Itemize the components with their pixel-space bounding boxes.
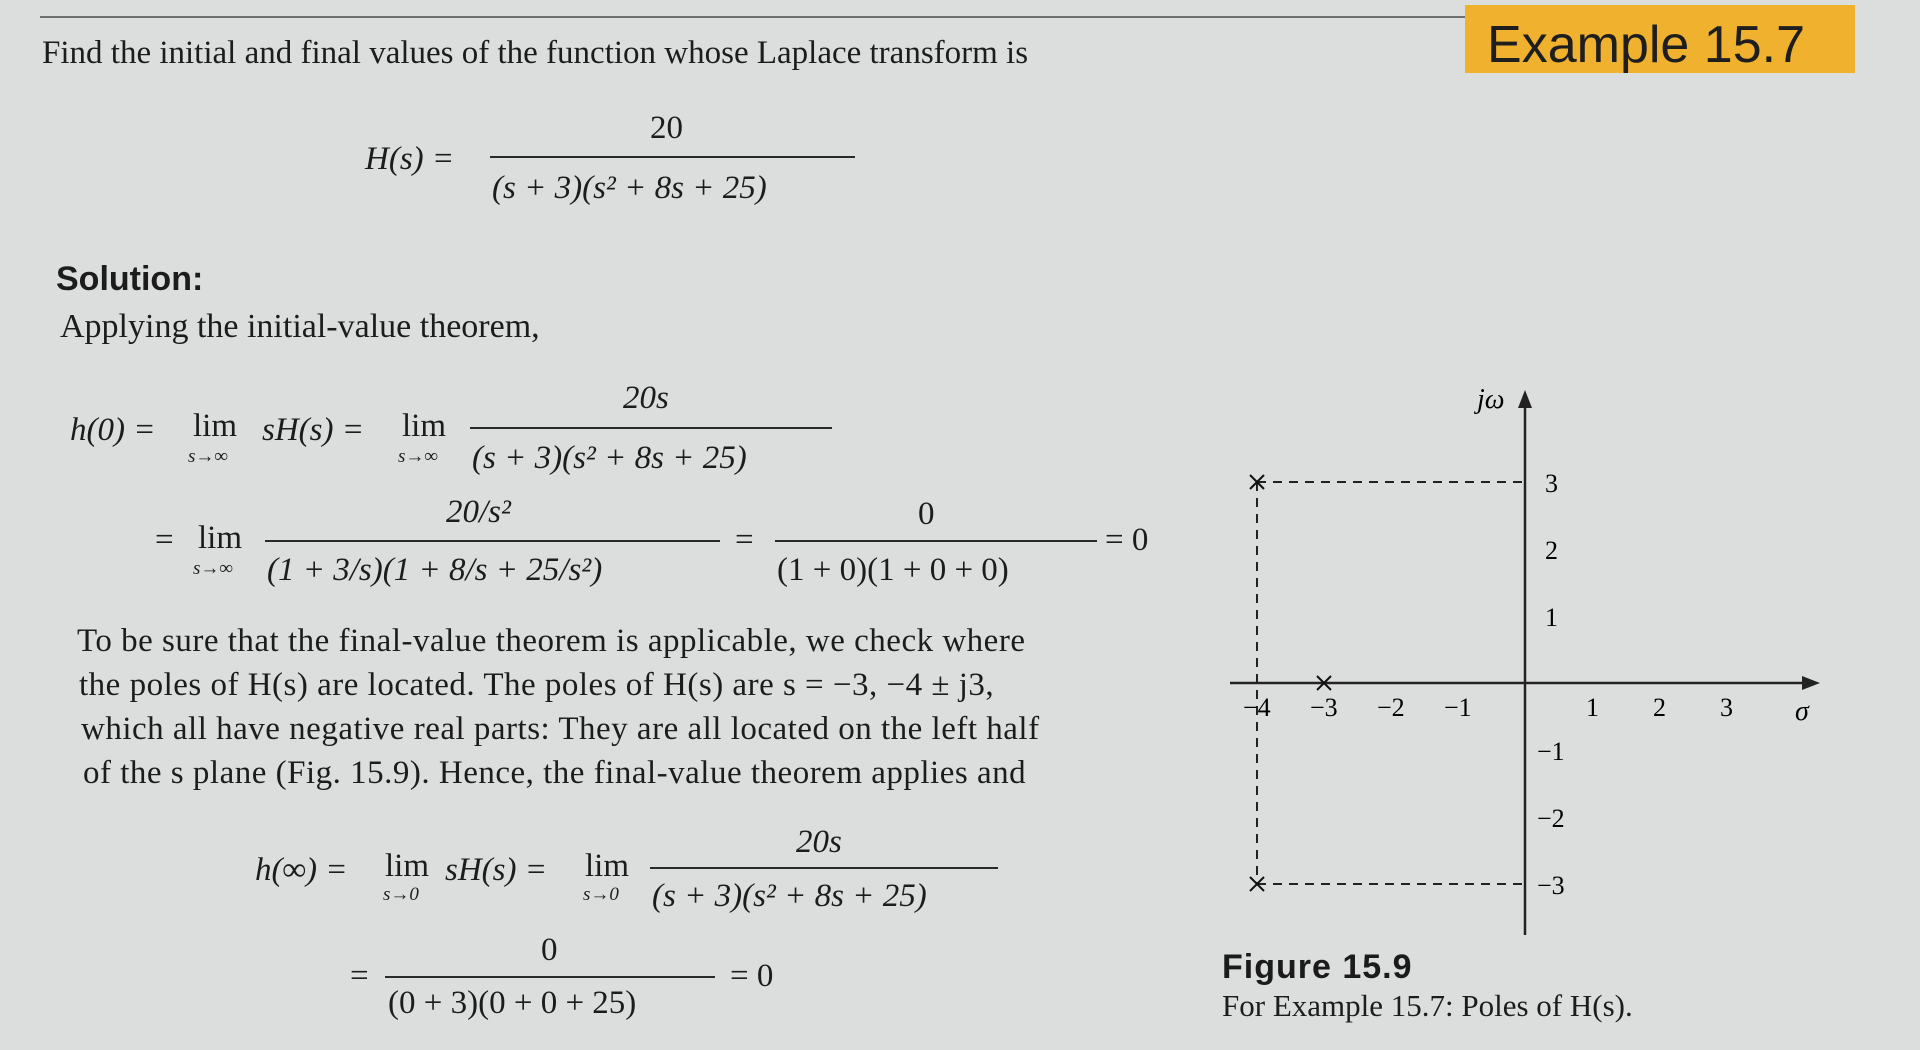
y-tick-label: 3 [1545, 469, 1558, 498]
y-tick-label: −2 [1537, 804, 1565, 833]
initial-frac3-den: (1 + 0)(1 + 0 + 0) [777, 552, 1009, 588]
jw-axis-arrow [1518, 390, 1532, 408]
final-frac1-den: (s + 3)(s² + 8s + 25) [652, 878, 927, 914]
initial-lim1: lim [193, 408, 238, 444]
solution-heading: Solution: [56, 260, 204, 298]
final-frac1-num: 20s [796, 824, 842, 860]
given-fraction-bar [490, 156, 855, 158]
initial-frac3-num: 0 [918, 496, 935, 532]
x-tick-label: 3 [1720, 693, 1733, 722]
y-tick-label: 2 [1545, 536, 1558, 565]
initial-frac1-num: 20s [623, 380, 669, 416]
given-denominator: (s + 3)(s² + 8s + 25) [492, 170, 767, 206]
example-badge [1465, 5, 1855, 73]
final-lim1-sub: s→0 [383, 884, 419, 905]
final-frac2-den: (0 + 3)(0 + 0 + 25) [388, 985, 637, 1021]
x-tick-label: −2 [1377, 693, 1405, 722]
x-tick-label: −1 [1444, 693, 1472, 722]
initial-eq2: = [735, 522, 754, 558]
initial-eq: = [155, 522, 174, 558]
final-sH: sH(s) = [445, 852, 548, 888]
given-lhs: H(s) = [365, 141, 455, 177]
jw-axis-label: jω [1477, 384, 1505, 415]
paragraph-line-4: of the s plane (Fig. 15.9). Hence, the final-value theorem applies and [83, 755, 1027, 791]
x-tick-label: 1 [1586, 693, 1599, 722]
initial-sH: sH(s) = [262, 412, 365, 448]
given-numerator: 20 [650, 110, 683, 146]
initial-frac1-den: (s + 3)(s² + 8s + 25) [472, 440, 747, 476]
final-frac2-num: 0 [541, 932, 558, 968]
initial-frac2-num: 20/s² [446, 494, 511, 530]
x-tick-label: −3 [1310, 693, 1338, 722]
sigma-axis-arrow [1802, 676, 1820, 690]
initial-lhs: h(0) = [70, 412, 156, 448]
x-tick-label: −4 [1243, 693, 1271, 722]
y-tick-label: 1 [1545, 603, 1558, 632]
figure-caption: For Example 15.7: Poles of H(s). [1222, 988, 1633, 1023]
final-frac1-bar [650, 867, 998, 869]
y-tick-label: −3 [1537, 871, 1565, 900]
initial-frac2-bar [265, 540, 720, 542]
initial-lim2: lim [402, 408, 447, 444]
final-lhs: h(∞) = [255, 852, 348, 888]
paragraph-line-3: which all have negative real parts: They are all located on the left half [81, 711, 1040, 747]
final-lim1: lim [385, 848, 430, 884]
paragraph-line-1: To be sure that the final-value theorem is applicable, we check where [77, 623, 1026, 659]
figure-title: Figure 15.9 [1222, 948, 1413, 986]
final-eq: = [350, 958, 369, 994]
y-tick-label: −1 [1537, 737, 1565, 766]
initial-frac1-bar [470, 427, 832, 429]
initial-lim3-sub: s→∞ [193, 558, 233, 579]
initial-lim1-sub: s→∞ [188, 446, 228, 467]
sigma-axis-label: σ [1795, 696, 1809, 727]
initial-lim3: lim [198, 520, 243, 556]
initial-result: = 0 [1105, 522, 1149, 558]
initial-lim2-sub: s→∞ [398, 446, 438, 467]
x-tick-label: 2 [1653, 693, 1666, 722]
example-label: Example 15.7 [1487, 16, 1805, 74]
paragraph-line-2: the poles of H(s) are located. The poles of H(s) are s = −3, −4 ± j3, [79, 667, 995, 703]
problem-text: Find the initial and final values of the function whose Laplace transform is [42, 35, 1029, 71]
solution-intro: Applying the initial-value theorem, [60, 308, 540, 345]
initial-frac2-den: (1 + 3/s)(1 + 8/s + 25/s²) [267, 552, 603, 588]
final-frac2-bar [385, 976, 715, 978]
pole-zero-plot [1220, 380, 1840, 940]
final-result: = 0 [730, 958, 774, 994]
initial-frac3-bar [775, 540, 1097, 542]
final-lim2: lim [585, 848, 630, 884]
final-lim2-sub: s→0 [583, 884, 619, 905]
